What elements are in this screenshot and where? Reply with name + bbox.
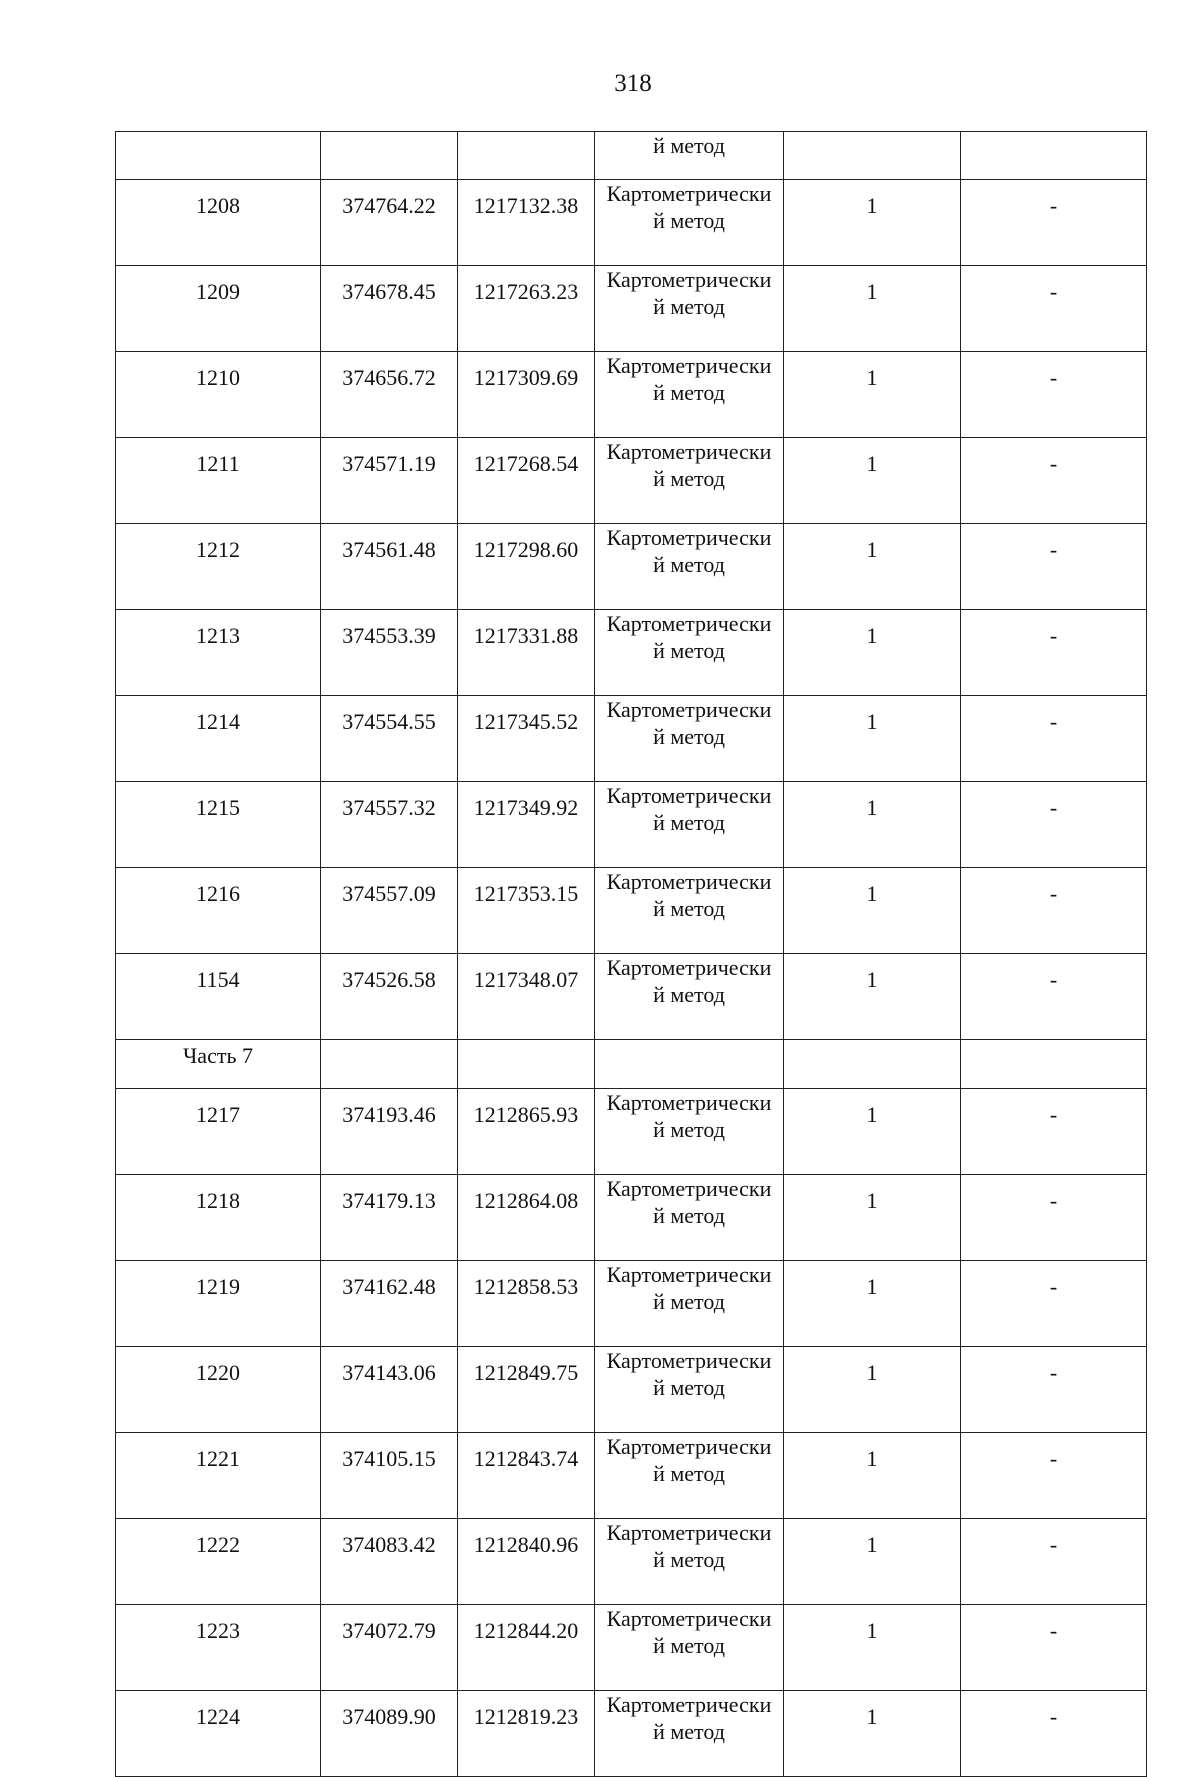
cell-note: -	[961, 266, 1147, 352]
method-line-1: Картометрически	[606, 267, 772, 292]
method-line-2: й метод	[653, 133, 725, 158]
cell-note: -	[961, 1347, 1147, 1433]
cell-accuracy: 1	[784, 1433, 961, 1519]
cell-accuracy: 1	[784, 1605, 961, 1691]
method-line-2: й метод	[653, 552, 725, 577]
cell-accuracy	[784, 132, 961, 180]
cell-y: 1217263.23	[458, 266, 595, 352]
cell-y: 1212864.08	[458, 1175, 595, 1261]
cell-note: -	[961, 438, 1147, 524]
cell-x: 374526.58	[321, 954, 458, 1040]
method-line-2: й метод	[653, 1461, 725, 1486]
cell-y: 1217349.92	[458, 782, 595, 868]
table-row	[116, 180, 1147, 266]
cell-y: 1212843.74	[458, 1433, 595, 1519]
cell-point-id: 1215	[116, 782, 321, 868]
cell-y: 1217348.07	[458, 954, 595, 1040]
method-line-1: Картометрически	[606, 181, 772, 206]
cell-x: 374656.72	[321, 352, 458, 438]
method-line-1: Картометрически	[606, 1520, 772, 1545]
cell-note: -	[961, 1175, 1147, 1261]
cell-method	[595, 132, 784, 180]
cell-point-id: 1221	[116, 1433, 321, 1519]
method-line-1: Картометрически	[606, 1176, 772, 1201]
method-line-1: Картометрически	[606, 1348, 772, 1373]
cell-method	[595, 1433, 784, 1519]
method-line-2: й метод	[653, 1633, 725, 1658]
method-line-1: Картометрически	[606, 783, 772, 808]
cell-point-id: 1212	[116, 524, 321, 610]
cell-point-id: 1214	[116, 696, 321, 782]
method-line-2: й метод	[653, 380, 725, 405]
cell-x: 374571.19	[321, 438, 458, 524]
cell-y: 1217298.60	[458, 524, 595, 610]
cell-x: 374557.32	[321, 782, 458, 868]
cell-y: 1212844.20	[458, 1605, 595, 1691]
cell-accuracy: 1	[784, 1261, 961, 1347]
cell-y: 1212849.75	[458, 1347, 595, 1433]
table-row	[116, 1089, 1147, 1175]
cell-y: 1217345.52	[458, 696, 595, 782]
cell-point-id: 1218	[116, 1175, 321, 1261]
table-row	[116, 1175, 1147, 1261]
cell-y: 1217132.38	[458, 180, 595, 266]
table-row	[116, 782, 1147, 868]
cell-x: 374561.48	[321, 524, 458, 610]
method-line-2: й метод	[653, 896, 725, 921]
cell-accuracy: 1	[784, 1691, 961, 1777]
cell-accuracy: 1	[784, 610, 961, 696]
table-row	[116, 352, 1147, 438]
method-line-2: й метод	[653, 1117, 725, 1142]
cell-y: 1212865.93	[458, 1089, 595, 1175]
cell-accuracy: 1	[784, 180, 961, 266]
cell-accuracy: 1	[784, 1089, 961, 1175]
table-body	[116, 132, 1147, 1777]
cell-x: 374105.15	[321, 1433, 458, 1519]
cell-note: -	[961, 954, 1147, 1040]
cell-method	[595, 1040, 784, 1089]
cell-accuracy: 1	[784, 696, 961, 782]
method-line-1: Картометрически	[606, 1262, 772, 1287]
cell-accuracy: 1	[784, 524, 961, 610]
method-line-2: й метод	[653, 1289, 725, 1314]
cell-x: 374162.48	[321, 1261, 458, 1347]
cell-point-id	[116, 132, 321, 180]
table-row	[116, 1261, 1147, 1347]
method-line-2: й метод	[653, 1203, 725, 1228]
cell-y: 1217331.88	[458, 610, 595, 696]
cell-accuracy: 1	[784, 1175, 961, 1261]
cell-y: 1212858.53	[458, 1261, 595, 1347]
method-line-1: Картометрически	[606, 1090, 772, 1115]
cell-x: 374678.45	[321, 266, 458, 352]
method-line-2: й метод	[653, 724, 725, 749]
cell-note	[961, 1040, 1147, 1089]
method-line-1: Картометрически	[606, 1434, 772, 1459]
method-line-1: Картометрически	[606, 1606, 772, 1631]
cell-method	[595, 954, 784, 1040]
cell-accuracy: 1	[784, 782, 961, 868]
cell-point-id: 1216	[116, 868, 321, 954]
cell-x	[321, 132, 458, 180]
table-row	[116, 1347, 1147, 1433]
cell-point-id: 1217	[116, 1089, 321, 1175]
table-row	[116, 610, 1147, 696]
cell-x: 374179.13	[321, 1175, 458, 1261]
cell-note: -	[961, 1261, 1147, 1347]
cell-accuracy: 1	[784, 1347, 961, 1433]
method-line-1: Картометрически	[606, 955, 772, 980]
method-line-2: й метод	[653, 208, 725, 233]
cell-accuracy: 1	[784, 868, 961, 954]
method-line-2: й метод	[653, 1547, 725, 1572]
cell-point-id: 1210	[116, 352, 321, 438]
cell-point-id: 1222	[116, 1519, 321, 1605]
table-row	[116, 524, 1147, 610]
cell-note: -	[961, 180, 1147, 266]
cell-method	[595, 180, 784, 266]
cell-x: 374554.55	[321, 696, 458, 782]
table-row	[116, 868, 1147, 954]
cell-point-id: 1209	[116, 266, 321, 352]
cell-note: -	[961, 696, 1147, 782]
table-row	[116, 1605, 1147, 1691]
cell-x: 374072.79	[321, 1605, 458, 1691]
cell-x: 374143.06	[321, 1347, 458, 1433]
method-line-1: Картометрически	[606, 353, 772, 378]
cell-x: 374193.46	[321, 1089, 458, 1175]
cell-part-label: Часть 7	[116, 1040, 321, 1089]
cell-point-id: 1208	[116, 180, 321, 266]
cell-point-id: 1220	[116, 1347, 321, 1433]
cell-note: -	[961, 352, 1147, 438]
cell-note: -	[961, 868, 1147, 954]
method-line-1: Картометрически	[606, 525, 772, 550]
cell-y: 1217353.15	[458, 868, 595, 954]
cell-point-id: 1154	[116, 954, 321, 1040]
cell-note: -	[961, 1089, 1147, 1175]
method-line-1: Картометрически	[606, 439, 772, 464]
method-line-2: й метод	[653, 1375, 725, 1400]
cell-method	[595, 610, 784, 696]
cell-accuracy: 1	[784, 352, 961, 438]
cell-note: -	[961, 1433, 1147, 1519]
coordinates-table	[115, 131, 1147, 1777]
cell-y: 1217268.54	[458, 438, 595, 524]
method-line-2: й метод	[653, 1719, 725, 1744]
cell-method	[595, 1605, 784, 1691]
cell-y: 1217309.69	[458, 352, 595, 438]
cell-method	[595, 1261, 784, 1347]
table-row	[116, 266, 1147, 352]
method-line-2: й метод	[653, 638, 725, 663]
cell-method	[595, 1347, 784, 1433]
cell-note: -	[961, 1605, 1147, 1691]
cell-note	[961, 132, 1147, 180]
cell-accuracy: 1	[784, 266, 961, 352]
method-line-1: Картометрически	[606, 1692, 772, 1717]
cell-point-id: 1224	[116, 1691, 321, 1777]
cell-y: 1212819.23	[458, 1691, 595, 1777]
cell-method	[595, 266, 784, 352]
method-line-2: й метод	[653, 982, 725, 1007]
cell-note: -	[961, 610, 1147, 696]
table-row	[116, 438, 1147, 524]
cell-method	[595, 868, 784, 954]
cell-x: 374764.22	[321, 180, 458, 266]
method-line-1: Картометрически	[606, 869, 772, 894]
cell-x: 374557.09	[321, 868, 458, 954]
table-row	[116, 1519, 1147, 1605]
cell-point-id: 1211	[116, 438, 321, 524]
method-line-2: й метод	[653, 294, 725, 319]
method-line-2: й метод	[653, 466, 725, 491]
cell-method	[595, 352, 784, 438]
method-line-1: Картометрически	[606, 697, 772, 722]
cell-accuracy: 1	[784, 1519, 961, 1605]
cell-y	[458, 1040, 595, 1089]
cell-x: 374083.42	[321, 1519, 458, 1605]
cell-x: 374089.90	[321, 1691, 458, 1777]
cell-accuracy: 1	[784, 438, 961, 524]
cell-method	[595, 524, 784, 610]
table-row	[116, 1433, 1147, 1519]
cell-method	[595, 438, 784, 524]
cell-point-id: 1219	[116, 1261, 321, 1347]
cell-method	[595, 1089, 784, 1175]
cell-point-id: 1213	[116, 610, 321, 696]
table-row	[116, 696, 1147, 782]
method-line-2: й метод	[653, 810, 725, 835]
cell-method	[595, 1175, 784, 1261]
cell-accuracy: 1	[784, 954, 961, 1040]
cell-note: -	[961, 524, 1147, 610]
cell-point-id: 1223	[116, 1605, 321, 1691]
cell-method	[595, 782, 784, 868]
cell-note: -	[961, 782, 1147, 868]
cell-y: 1212840.96	[458, 1519, 595, 1605]
cell-y	[458, 132, 595, 180]
cell-note: -	[961, 1691, 1147, 1777]
table-row	[116, 954, 1147, 1040]
table-row-continuation	[116, 132, 1147, 180]
cell-x	[321, 1040, 458, 1089]
cell-note: -	[961, 1519, 1147, 1605]
method-line-1: Картометрически	[606, 611, 772, 636]
table-row	[116, 1691, 1147, 1777]
cell-x: 374553.39	[321, 610, 458, 696]
cell-method	[595, 1691, 784, 1777]
cell-accuracy	[784, 1040, 961, 1089]
page-number: 318	[614, 70, 652, 97]
table-row-part-header	[116, 1040, 1147, 1089]
cell-method	[595, 696, 784, 782]
cell-method	[595, 1519, 784, 1605]
